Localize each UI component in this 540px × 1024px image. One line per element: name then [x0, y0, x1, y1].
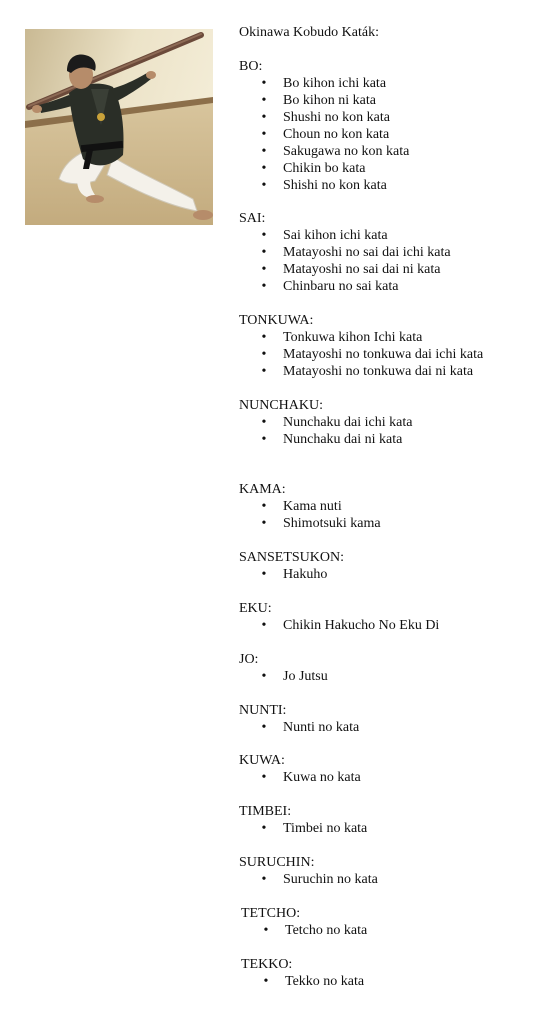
- section-tekko: [241, 956, 364, 990]
- bullet-icon: •: [261, 516, 267, 531]
- kata-list: [239, 414, 412, 448]
- list-item: [239, 143, 409, 160]
- kata-name: Shimotsuki kama: [283, 516, 381, 531]
- bullet-icon: •: [261, 872, 267, 887]
- section-kama: [239, 481, 381, 532]
- list-item: [241, 922, 367, 939]
- bullet-icon: •: [261, 347, 267, 362]
- bullet-icon: •: [261, 567, 267, 582]
- list-item: [239, 160, 409, 177]
- kata-name: Choun no kon kata: [283, 127, 390, 142]
- list-item: [239, 126, 409, 143]
- list-item: [239, 92, 409, 109]
- list-item: [239, 414, 412, 431]
- kata-name: Sakugawa no kon kata: [283, 144, 410, 159]
- list-item: [239, 363, 483, 380]
- list-item: [239, 431, 412, 448]
- list-item: [239, 278, 451, 295]
- section-timbei: [239, 803, 367, 837]
- section-heading: TIMBEI:: [239, 804, 292, 819]
- kata-name: Shishi no kon kata: [283, 178, 387, 193]
- kata-name: Chikin Hakucho No Eku Di: [283, 618, 440, 633]
- section-jo: [239, 651, 328, 685]
- list-item: [239, 329, 483, 346]
- kata-name: Kuwa no kata: [283, 770, 361, 785]
- kata-name: Matayoshi no sai dai ichi kata: [283, 245, 451, 260]
- section-heading: SAI:: [239, 211, 266, 226]
- bullet-icon: •: [261, 618, 267, 633]
- kata-name: Matayoshi no tonkuwa dai ichi kata: [283, 347, 484, 362]
- list-item: [239, 498, 381, 515]
- section-heading: KUWA:: [239, 753, 285, 768]
- martial-artist-with-bo-staff-icon: [25, 29, 213, 225]
- kata-list: [239, 227, 451, 295]
- section-nunchaku: [239, 397, 412, 448]
- list-item: [239, 668, 328, 685]
- section-eku: [239, 600, 439, 634]
- kata-list: [239, 75, 409, 194]
- section-heading: BO:: [239, 59, 263, 74]
- kata-list: [241, 973, 364, 990]
- bullet-icon: •: [261, 161, 267, 176]
- list-item: [241, 973, 364, 990]
- bullet-icon: •: [261, 245, 267, 260]
- kata-name: Bo kihon ichi kata: [283, 76, 387, 91]
- bullet-icon: •: [261, 110, 267, 125]
- section-heading: TETCHO:: [241, 906, 301, 921]
- kata-name: Tonkuwa kihon Ichi kata: [283, 330, 423, 345]
- section-heading: KAMA:: [239, 482, 286, 497]
- bullet-icon: •: [261, 720, 267, 735]
- list-item: [239, 769, 361, 786]
- kata-name: Bo kihon ni kata: [283, 93, 376, 108]
- section-heading: EKU:: [239, 601, 272, 616]
- kata-name: Sai kihon ichi kata: [283, 228, 388, 243]
- list-item: [239, 820, 367, 837]
- list-item: [239, 244, 451, 261]
- bullet-icon: •: [263, 923, 269, 938]
- bullet-icon: •: [261, 364, 267, 379]
- kata-name: Matayoshi no tonkuwa dai ni kata: [283, 364, 474, 379]
- bullet-icon: •: [261, 228, 267, 243]
- martial-artist-photo: [25, 29, 213, 225]
- kata-name: Tekko no kata: [285, 974, 365, 989]
- section-heading: SURUCHIN:: [239, 855, 315, 870]
- kata-list: [239, 329, 483, 380]
- kata-list: [241, 922, 367, 939]
- kata-list: [239, 498, 381, 532]
- bullet-icon: •: [261, 669, 267, 684]
- section-tonkuwa: [239, 312, 483, 380]
- section-heading: TEKKO:: [241, 957, 293, 972]
- bullet-icon: •: [261, 415, 267, 430]
- list-item: [239, 566, 344, 583]
- kata-name: Chinbaru no sai kata: [283, 279, 399, 294]
- bullet-icon: •: [261, 499, 267, 514]
- section-heading: NUNCHAKU:: [239, 398, 323, 413]
- kata-name: Shushi no kon kata: [283, 110, 390, 125]
- document-title: Okinawa Kobudo Katák:: [239, 25, 379, 40]
- bullet-icon: •: [261, 76, 267, 91]
- list-item: [239, 617, 439, 634]
- section-sai: [239, 210, 451, 295]
- bullet-icon: •: [261, 262, 267, 277]
- kata-list: [239, 668, 328, 685]
- section-heading: TONKUWA:: [239, 313, 314, 328]
- kata-name: Timbei no kata: [283, 821, 368, 836]
- kata-name: Matayoshi no sai dai ni kata: [283, 262, 441, 277]
- kata-name: Nunchaku dai ichi kata: [283, 415, 413, 430]
- kata-name: Jo Jutsu: [283, 669, 328, 684]
- bullet-icon: •: [261, 279, 267, 294]
- section-tetcho: [241, 905, 367, 939]
- kata-list: [239, 566, 344, 583]
- kata-name: Chikin bo kata: [283, 161, 366, 176]
- kata-name: Tetcho no kata: [285, 923, 368, 938]
- list-item: [239, 177, 409, 194]
- section-heading: NUNTI:: [239, 703, 287, 718]
- bullet-icon: •: [261, 770, 267, 785]
- kata-list: [239, 719, 359, 736]
- kata-name: Suruchin no kata: [283, 872, 378, 887]
- bullet-icon: •: [261, 821, 267, 836]
- kata-name: Nunti no kata: [283, 720, 360, 735]
- kata-name: Hakuho: [283, 567, 328, 582]
- list-item: [239, 261, 451, 278]
- bullet-icon: •: [261, 93, 267, 108]
- section-sansetsukon: [239, 549, 344, 583]
- section-bo: [239, 58, 409, 194]
- bullet-icon: •: [261, 330, 267, 345]
- kata-list: [239, 769, 361, 786]
- list-item: [239, 515, 381, 532]
- list-item: [239, 109, 409, 126]
- kata-list: [239, 820, 367, 837]
- section-suruchin: [239, 854, 378, 888]
- list-item: [239, 75, 409, 92]
- kata-list: [239, 617, 439, 634]
- list-item: [239, 227, 451, 244]
- section-heading: JO:: [239, 652, 259, 667]
- bullet-icon: •: [261, 178, 267, 193]
- section-heading: SANSETSUKON:: [239, 550, 345, 565]
- list-item: [239, 871, 378, 888]
- section-nunti: [239, 702, 359, 736]
- list-item: [239, 346, 483, 363]
- kata-name: Nunchaku dai ni kata: [283, 432, 403, 447]
- bullet-icon: •: [261, 432, 267, 447]
- bullet-icon: •: [261, 127, 267, 142]
- kata-name: Kama nuti: [283, 499, 342, 514]
- section-kuwa: [239, 752, 361, 786]
- bullet-icon: •: [261, 144, 267, 159]
- list-item: [239, 719, 359, 736]
- bullet-icon: •: [263, 974, 269, 989]
- kata-list: [239, 871, 378, 888]
